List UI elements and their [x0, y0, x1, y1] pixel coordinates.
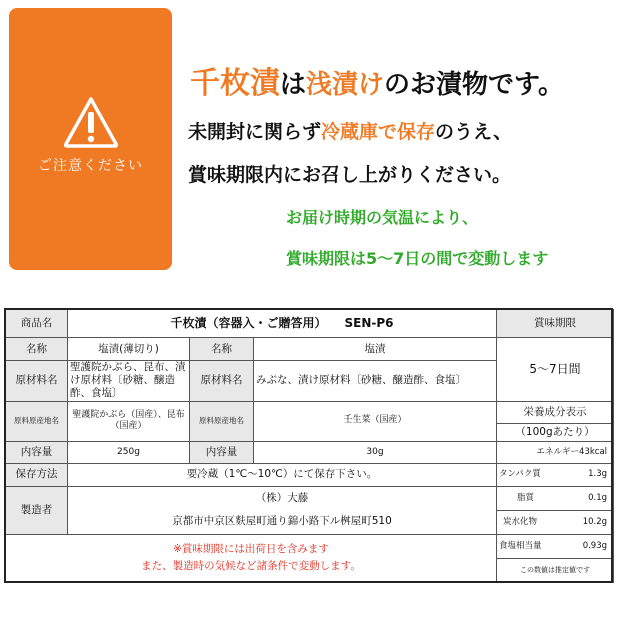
storage-label: 保存方法	[6, 463, 68, 486]
nutrient-row: 食塩相当量 0.93g	[497, 534, 614, 558]
content-value-2: 30g	[254, 441, 497, 463]
name-label-1: 名称	[6, 338, 68, 361]
ingredients-value-1: 聖護院かぶら、昆布、漬け原材料〔砂糖、醸造酢、食塩〕	[68, 361, 190, 401]
product-name-label: 商品名	[6, 310, 68, 338]
warning-triangle-icon	[62, 95, 120, 149]
estimate-note: この数値は推定値です	[497, 558, 614, 582]
shelf-life-label: 賞味期限	[497, 310, 614, 338]
name-value-1: 塩漬(薄切り)	[68, 338, 190, 361]
maker-address: 京都市中京区麩屋町通り錦小路下ル桝屋町510	[68, 510, 497, 534]
shelf-life-note: ※賞味期限には出荷日を含みます また、製造時の気候など諸条件で変動します。	[6, 534, 497, 582]
storage-instruction-line: 未開封に関らず冷蔵庫で保存のうえ、	[188, 121, 513, 143]
nutrition-title: 栄養成分表示	[497, 401, 614, 423]
caution-label: ご注意ください	[38, 158, 143, 174]
name-label-2: 名称	[190, 338, 254, 361]
product-spec-table	[5, 309, 614, 583]
maker-label: 製造者	[6, 486, 68, 534]
ingredients-label-2: 原材料名	[190, 361, 254, 401]
content-value-1: 250g	[68, 441, 190, 463]
nutrition-subtitle: （100gあたり）	[497, 423, 614, 441]
origin-value-1: 聖護院かぶら（国産）、昆布（国産）	[68, 401, 190, 441]
temperature-note-line: お届け時期の気温により、	[286, 208, 479, 227]
origin-label-2: 原料原産地名	[190, 401, 254, 441]
origin-label-1: 原料原産地名	[6, 401, 68, 441]
nutrient-row: タンパク質 1.3g	[497, 463, 614, 486]
product-name-value: 千枚漬（容器入・ご贈答用） SEN-P6	[68, 310, 497, 338]
maker-name: （株）大藤	[68, 486, 497, 510]
content-label-2: 内容量	[190, 441, 254, 463]
headline: 千枚漬は浅漬けのお漬物です。	[190, 66, 564, 101]
ingredients-label-1: 原材料名	[6, 361, 68, 401]
nutrient-row: 脂質 0.1g	[497, 486, 614, 510]
ingredients-value-2: みぶな、漬け原材料〔砂糖、醸造酢、食塩〕	[254, 361, 497, 401]
shelf-life-value: 5～7日間	[497, 338, 614, 402]
consume-before-line: 賞味期限内にお召し上がりください。	[188, 164, 512, 186]
nutrient-row: 炭水化物 10.2g	[497, 510, 614, 534]
content-label-1: 内容量	[6, 441, 68, 463]
storage-value: 要冷蔵（1℃～10℃）にて保存下さい。	[68, 463, 497, 486]
name-value-2: 塩漬	[254, 338, 497, 361]
shelf-life-variation-line: 賞味期限は5～7日の間で変動します	[286, 249, 549, 268]
nutrient-row: エネルギー 43kcal	[497, 441, 614, 463]
origin-value-2: 壬生菜（国産）	[254, 401, 497, 441]
caution-box	[9, 8, 172, 270]
